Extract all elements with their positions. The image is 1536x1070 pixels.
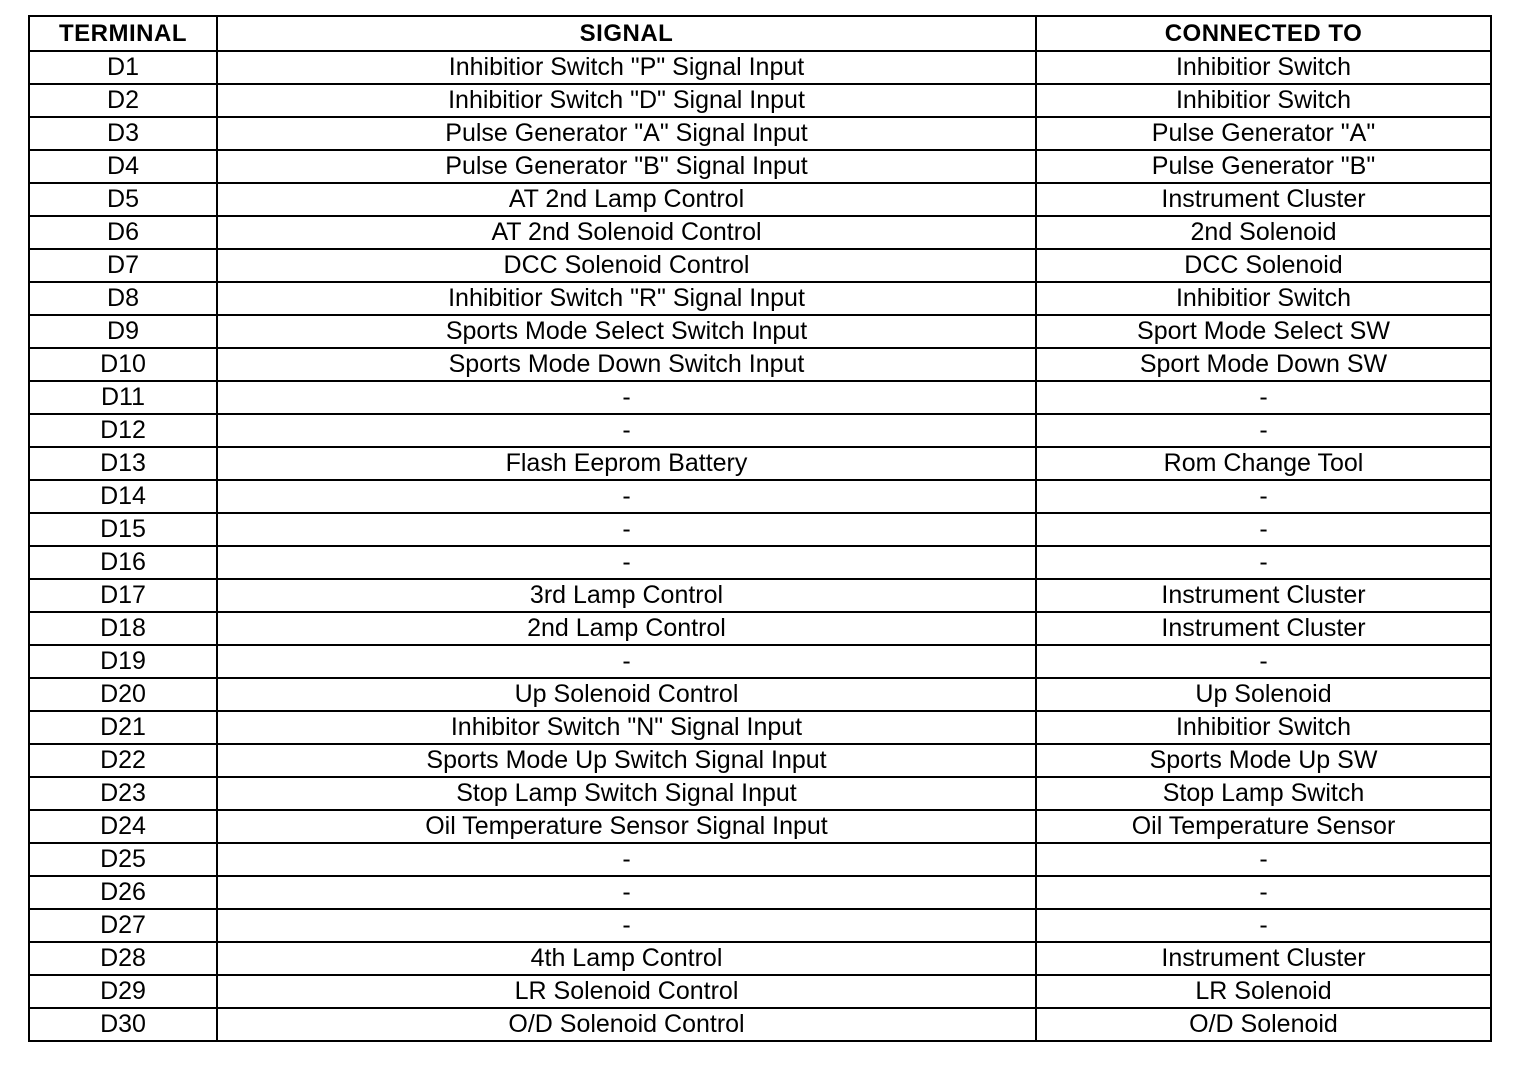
table-row [29, 51, 1491, 84]
connected-to-cell: LR Solenoid [1036, 975, 1491, 1008]
terminal-cell: D3 [29, 117, 217, 150]
terminal-cell: D22 [29, 744, 217, 777]
header-connected-to: CONNECTED TO [1036, 16, 1491, 51]
table-row [29, 1008, 1491, 1041]
connected-to-cell: Sport Mode Down SW [1036, 348, 1491, 381]
terminal-cell: D1 [29, 51, 217, 84]
table-row [29, 711, 1491, 744]
terminal-cell: D11 [29, 381, 217, 414]
connected-to-cell: DCC Solenoid [1036, 249, 1491, 282]
connected-to-cell: Sport Mode Select SW [1036, 315, 1491, 348]
terminal-cell: D12 [29, 414, 217, 447]
signal-cell: - [217, 513, 1036, 546]
table-row [29, 216, 1491, 249]
table-row [29, 876, 1491, 909]
connected-to-cell: - [1036, 876, 1491, 909]
terminal-cell: D7 [29, 249, 217, 282]
signal-cell: - [217, 645, 1036, 678]
terminal-cell: D19 [29, 645, 217, 678]
terminal-cell: D23 [29, 777, 217, 810]
table-row [29, 117, 1491, 150]
signal-cell: DCC Solenoid Control [217, 249, 1036, 282]
signal-cell: Up Solenoid Control [217, 678, 1036, 711]
terminal-cell: D10 [29, 348, 217, 381]
connected-to-cell: Up Solenoid [1036, 678, 1491, 711]
terminal-table-container [28, 15, 1490, 1042]
signal-cell: LR Solenoid Control [217, 975, 1036, 1008]
terminal-cell: D13 [29, 447, 217, 480]
terminal-cell: D15 [29, 513, 217, 546]
connected-to-cell: - [1036, 645, 1491, 678]
terminal-cell: D6 [29, 216, 217, 249]
connected-to-cell: - [1036, 513, 1491, 546]
table-row [29, 612, 1491, 645]
table-row [29, 84, 1491, 117]
table-row [29, 249, 1491, 282]
table-row [29, 810, 1491, 843]
signal-cell: 4th Lamp Control [217, 942, 1036, 975]
signal-cell: Flash Eeprom Battery [217, 447, 1036, 480]
connected-to-cell: Instrument Cluster [1036, 579, 1491, 612]
signal-cell: Inhibitor Switch "N" Signal Input [217, 711, 1036, 744]
terminal-cell: D2 [29, 84, 217, 117]
table-row [29, 513, 1491, 546]
signal-cell: - [217, 480, 1036, 513]
table-body [29, 51, 1491, 1041]
connected-to-cell: Inhibitior Switch [1036, 711, 1491, 744]
terminal-cell: D28 [29, 942, 217, 975]
connected-to-cell: - [1036, 414, 1491, 447]
table-row [29, 381, 1491, 414]
signal-cell: AT 2nd Lamp Control [217, 183, 1036, 216]
table-row [29, 678, 1491, 711]
table-row [29, 645, 1491, 678]
table-header-row [29, 16, 1491, 51]
table-row [29, 777, 1491, 810]
signal-cell: Inhibitior Switch "D" Signal Input [217, 84, 1036, 117]
terminal-cell: D5 [29, 183, 217, 216]
terminal-cell: D14 [29, 480, 217, 513]
table-row [29, 282, 1491, 315]
terminal-cell: D8 [29, 282, 217, 315]
connected-to-cell: Instrument Cluster [1036, 183, 1491, 216]
table-row [29, 744, 1491, 777]
signal-cell: Pulse Generator "B" Signal Input [217, 150, 1036, 183]
signal-cell: Sports Mode Up Switch Signal Input [217, 744, 1036, 777]
terminal-cell: D29 [29, 975, 217, 1008]
table-row [29, 546, 1491, 579]
signal-cell: Oil Temperature Sensor Signal Input [217, 810, 1036, 843]
connected-to-cell: Rom Change Tool [1036, 447, 1491, 480]
connected-to-cell: Instrument Cluster [1036, 942, 1491, 975]
connected-to-cell: Stop Lamp Switch [1036, 777, 1491, 810]
signal-cell: Inhibitior Switch "P" Signal Input [217, 51, 1036, 84]
signal-cell: - [217, 843, 1036, 876]
connected-to-cell: Inhibitior Switch [1036, 282, 1491, 315]
connected-to-cell: - [1036, 381, 1491, 414]
terminal-cell: D26 [29, 876, 217, 909]
terminal-cell: D30 [29, 1008, 217, 1041]
signal-cell: - [217, 909, 1036, 942]
signal-cell: Sports Mode Select Switch Input [217, 315, 1036, 348]
table-row [29, 975, 1491, 1008]
terminal-cell: D18 [29, 612, 217, 645]
connected-to-cell: - [1036, 843, 1491, 876]
terminal-signal-table [28, 15, 1492, 1042]
header-terminal: TERMINAL [29, 16, 217, 51]
terminal-cell: D24 [29, 810, 217, 843]
connected-to-cell: Instrument Cluster [1036, 612, 1491, 645]
table-row [29, 348, 1491, 381]
terminal-cell: D27 [29, 909, 217, 942]
connected-to-cell: - [1036, 546, 1491, 579]
terminal-cell: D9 [29, 315, 217, 348]
table-row [29, 480, 1491, 513]
connected-to-cell: Pulse Generator "A" [1036, 117, 1491, 150]
table-row [29, 447, 1491, 480]
signal-cell: - [217, 876, 1036, 909]
connected-to-cell: Sports Mode Up SW [1036, 744, 1491, 777]
connected-to-cell: Inhibitior Switch [1036, 51, 1491, 84]
table-row [29, 909, 1491, 942]
signal-cell: 2nd Lamp Control [217, 612, 1036, 645]
signal-cell: 3rd Lamp Control [217, 579, 1036, 612]
terminal-cell: D25 [29, 843, 217, 876]
connected-to-cell: 2nd Solenoid [1036, 216, 1491, 249]
table-row [29, 414, 1491, 447]
connected-to-cell: - [1036, 909, 1491, 942]
terminal-cell: D17 [29, 579, 217, 612]
signal-cell: - [217, 546, 1036, 579]
signal-cell: - [217, 381, 1036, 414]
signal-cell: AT 2nd Solenoid Control [217, 216, 1036, 249]
connected-to-cell: Oil Temperature Sensor [1036, 810, 1491, 843]
terminal-cell: D4 [29, 150, 217, 183]
terminal-cell: D16 [29, 546, 217, 579]
table-row [29, 150, 1491, 183]
connected-to-cell: O/D Solenoid [1036, 1008, 1491, 1041]
terminal-cell: D21 [29, 711, 217, 744]
signal-cell: O/D Solenoid Control [217, 1008, 1036, 1041]
signal-cell: Sports Mode Down Switch Input [217, 348, 1036, 381]
table-row [29, 843, 1491, 876]
terminal-cell: D20 [29, 678, 217, 711]
table-row [29, 942, 1491, 975]
header-signal: SIGNAL [217, 16, 1036, 51]
connected-to-cell: Pulse Generator "B" [1036, 150, 1491, 183]
signal-cell: Pulse Generator "A" Signal Input [217, 117, 1036, 150]
table-row [29, 579, 1491, 612]
table-row [29, 315, 1491, 348]
connected-to-cell: Inhibitior Switch [1036, 84, 1491, 117]
table-row [29, 183, 1491, 216]
connected-to-cell: - [1036, 480, 1491, 513]
signal-cell: Inhibitior Switch "R" Signal Input [217, 282, 1036, 315]
signal-cell: Stop Lamp Switch Signal Input [217, 777, 1036, 810]
signal-cell: - [217, 414, 1036, 447]
